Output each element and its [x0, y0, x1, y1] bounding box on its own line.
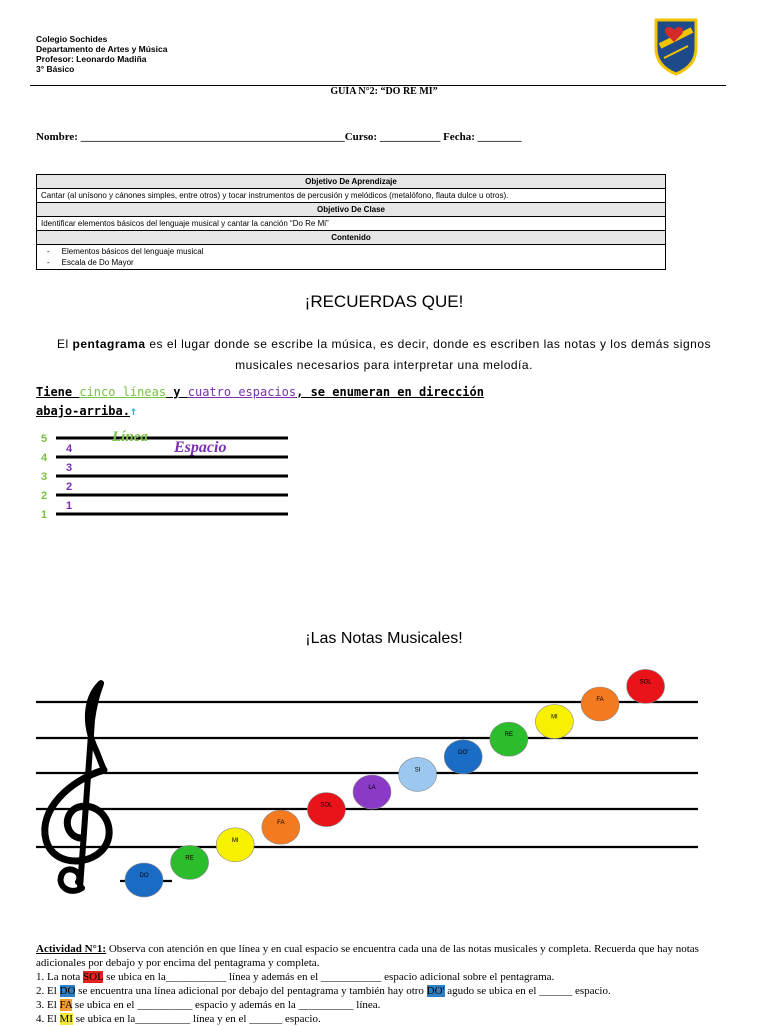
act1-c: se ubica en la___________ línea y además en el ___________ espacio adicional sobre el pentagrama. — [103, 971, 555, 983]
note-label: SOL — [639, 679, 652, 686]
activity-item-3 — [36, 998, 736, 1012]
department-name: Departamento de Artes y Música — [36, 44, 168, 54]
note-la — [353, 775, 391, 809]
note-sol — [627, 669, 665, 703]
act4-a: 4. El — [36, 1013, 60, 1025]
note-label: SI — [414, 767, 421, 774]
act4-c: se ubica en la__________ línea y en el ______ espacio. — [72, 1013, 321, 1025]
note-mi — [216, 828, 254, 862]
section-heading-recuerdas: ¡RECUERDAS QUE! — [304, 292, 464, 311]
line-number-4: 4 — [41, 452, 48, 464]
note-label: FA — [277, 820, 285, 827]
note-label: RE — [185, 855, 194, 862]
note-sol — [307, 793, 345, 827]
activity-title: Actividad N°1: — [36, 943, 107, 955]
act3-note: FA — [59, 999, 73, 1011]
tiene-3: y — [166, 385, 188, 399]
note-mi — [535, 705, 573, 739]
note-label: DO' — [458, 749, 469, 756]
line-number-2: 2 — [41, 490, 48, 502]
section-heading-notas: ¡Las Notas Musicales! — [305, 630, 463, 647]
tiene-lines: cinco líneas — [79, 385, 167, 399]
line-number-3: 3 — [41, 471, 48, 483]
note-label: DO — [139, 873, 149, 879]
act3-a: 3. El — [36, 999, 60, 1011]
note-do-high — [444, 740, 482, 774]
note-fa — [581, 687, 619, 721]
content-item: - Escala de Do Mayor — [63, 257, 661, 268]
activity-section — [36, 942, 736, 1026]
space-number-1: 1 — [66, 500, 73, 512]
note-re — [490, 722, 528, 756]
linea-label: Línea — [112, 429, 148, 445]
name-course-date-line: Nombre: ________________________________________________Curso: ___________ Fecha: ________ — [36, 131, 522, 143]
act1-a: 1. La nota — [36, 971, 84, 983]
para-post: es el lugar donde se escribe la música, es decir, donde es escriben las notas y los demás signos musicales necesarios para interpretar una melodía. — [145, 337, 711, 372]
notes-group — [125, 669, 665, 897]
act2-a: 2. El — [36, 985, 60, 997]
note-do — [125, 863, 163, 897]
act2-note: DO — [59, 985, 76, 997]
space-number-2: 2 — [66, 481, 73, 493]
note-label: SOL — [320, 802, 333, 809]
tiene-6: abajo-arriba. — [36, 404, 130, 418]
grade-label: 3° Básico — [36, 64, 75, 74]
note-si — [399, 757, 437, 791]
tiene-spaces: cuatro espacios — [187, 385, 297, 399]
musical-notes-staff — [0, 660, 768, 910]
school-header — [36, 34, 167, 74]
note-fa — [262, 810, 300, 844]
note-re — [171, 845, 209, 879]
note-label: MI — [551, 714, 558, 721]
guide-title: GUÍA N°2: “DO RE MI” — [330, 86, 438, 97]
tiene-5: , se enumeran en dirección — [296, 385, 484, 399]
espacio-label: Espacio — [174, 439, 227, 456]
line-number-1: 1 — [41, 509, 48, 521]
space-number-3: 3 — [66, 462, 73, 474]
note-label: LA — [368, 785, 376, 791]
class-objective-header: Objetivo De Clase — [37, 203, 666, 217]
line-number-5: 5 — [41, 433, 48, 445]
content-list — [41, 246, 661, 268]
para-bold-term: pentagrama — [72, 337, 146, 351]
activity-intro — [36, 942, 736, 970]
act2-c: se encuentra una línea adicional por debajo del pentagrama y también hay otro — [75, 985, 427, 997]
learning-objective-header: Objetivo De Aprendizaje — [37, 175, 666, 189]
teacher-name: Profesor: Leonardo Madiña — [36, 54, 147, 64]
act1-note: SOL — [83, 971, 104, 983]
content-item: - Elementos básicos del lenguaje musical — [63, 246, 661, 257]
tiene-1: Tiene — [36, 385, 80, 399]
treble-clef-icon — [45, 683, 109, 891]
note-label: RE — [504, 732, 513, 739]
act4-note: MI — [59, 1013, 73, 1025]
note-label: MI — [231, 837, 239, 844]
act2-note-high: DO' — [426, 985, 445, 997]
note-label: FA — [596, 697, 604, 703]
up-arrow-icon: ↑ — [129, 404, 138, 418]
para-pre: El — [57, 337, 73, 351]
learning-objective-text: Cantar (al unísono y cánones simples, entre otros) y tocar instrumentos de percusión y melódicos (metalófono, flauta dulce u otros). — [37, 189, 666, 203]
numbered-staff-diagram — [36, 425, 296, 525]
content-list-cell — [37, 245, 666, 270]
staff-explanation — [36, 383, 484, 421]
class-objective-text: Identificar elementos básicos del lenguaje musical y cantar la canción “Do Re Mi” — [37, 217, 666, 231]
school-name: Colegio Sochides — [36, 34, 108, 44]
activity-item-2 — [36, 984, 736, 998]
activity-intro-text: Observa con atención en que línea y en cual espacio se encuentra cada una de las notas musicales y completa. Recuerda que hay notas adicionales por debajo y por encima del pentagrama y completa. — [36, 943, 699, 969]
pentagrama-paragraph — [30, 334, 738, 376]
act3-c: se ubica en el __________ espacio y además en la __________ línea. — [72, 999, 381, 1011]
school-crest-logo — [652, 16, 700, 76]
space-number-4: 4 — [66, 443, 73, 455]
activity-item-1 — [36, 970, 736, 984]
objectives-table — [36, 174, 666, 270]
content-header: Contenido — [37, 231, 666, 245]
act2-e: agudo se ubica en el ______ espacio. — [444, 985, 611, 997]
